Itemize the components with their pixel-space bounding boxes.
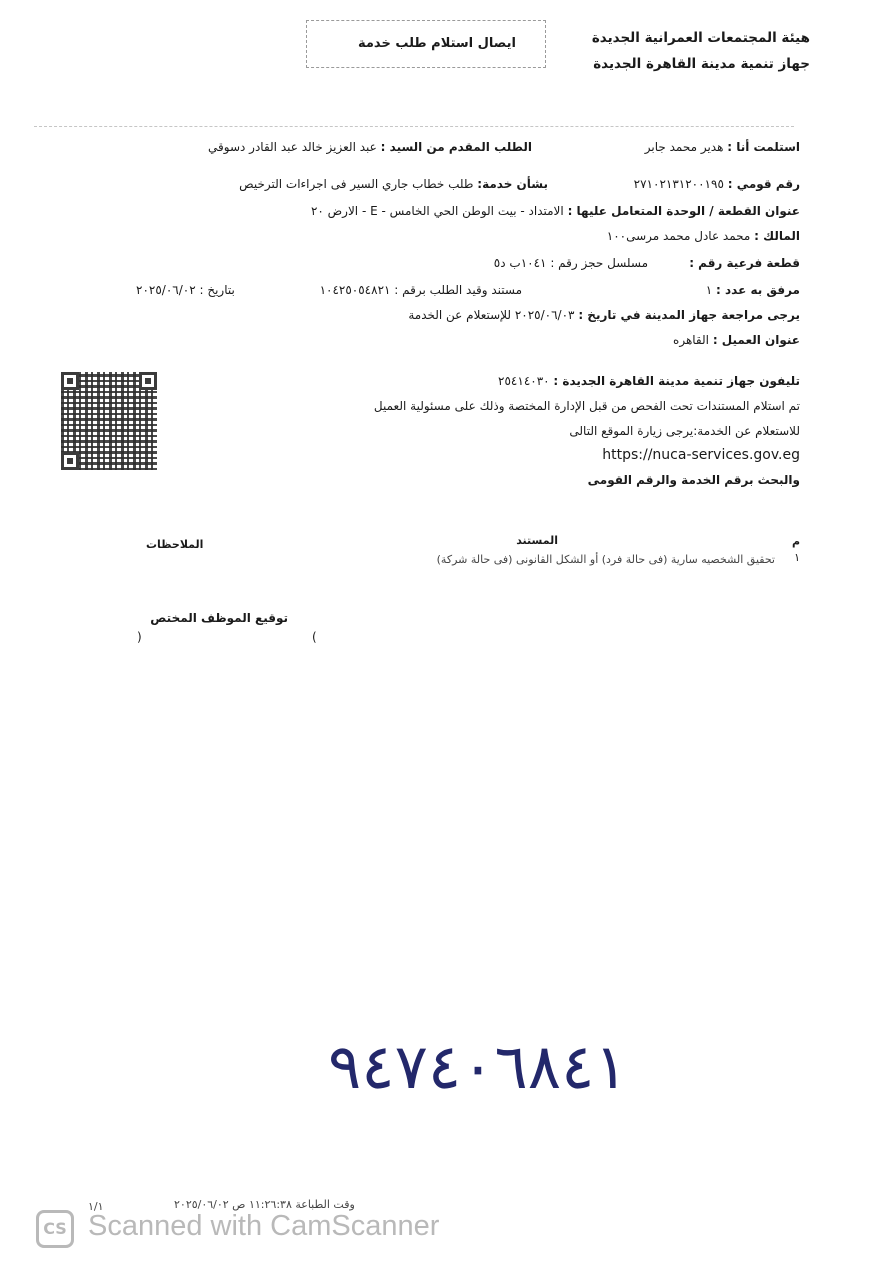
service-value: طلب خطاب جاري السير فى اجراءات الترخيص [239,177,474,191]
unit-address-label: عنوان القطعة / الوحدة المتعامل عليها : [567,204,800,218]
col-notes: الملاحظات [146,538,204,551]
owner [607,229,800,243]
phone [498,374,800,388]
client-address [673,333,800,347]
sub-plot [689,256,800,270]
attachments [706,283,800,297]
national-id [634,177,800,191]
attachments-label: مرفق به عدد : [716,283,800,297]
qr-finder-icon [61,452,79,470]
print-time-value: ١١:٢٦:٣٨ ص ٢٠٢٥/٠٦/٠٢ [174,1198,292,1211]
inquiry-note: للاستعلام عن الخدمة:يرجى زيارة الموقع التالى [569,424,800,438]
print-time-label: وقت الطباعة [295,1198,355,1211]
review-date [408,308,800,322]
review-label: يرجى مراجعة جهاز المدينة في تاريخ : [578,308,800,322]
qr-code [61,372,157,470]
document-value: ١٠٤٢٥٠٥٤٨٢١ [319,283,391,297]
docs-note: تم استلام المستندات تحت الفحص من قبل الإدارة المختصة وذلك على مسئولية العميل [373,399,800,413]
national-id-label: رقم قومي : [727,177,800,191]
qr-finder-icon [139,372,157,390]
received-by [645,140,800,154]
doc-row-document: تحقيق الشخصيه سارية (فى حالة فرد) أو الشكل القانونى (فى حالة شركة) [436,553,775,566]
date-label: بتاريخ : [199,283,235,297]
divider [34,126,794,127]
doc-row-number: ١ [794,551,800,564]
reservation [494,256,648,270]
signature-label: توقيع الموظف المختص [150,611,288,625]
received-by-label: استلمت أنا : [727,140,800,154]
date-value: ٢٠٢٥/٠٦/٠٢ [136,283,196,297]
unit-address [311,204,800,218]
sub-plot-label: قطعة فرعية رقم : [689,256,800,270]
camscanner-watermark: Scanned with CamScanner [88,1210,440,1242]
service [239,177,548,191]
qr-finder-icon [61,372,79,390]
client-address-label: عنوان العميل : [712,333,800,347]
review-value: ٢٠٢٥/٠٦/٠٣ للإستعلام عن الخدمة [408,308,575,322]
unit-address-value: الامتداد - بيت الوطن الحي الخامس - E - الارض ٢٠ [310,204,564,218]
document-ref [320,283,522,297]
website-link[interactable]: https://nuca-services.gov.eg [602,447,800,463]
received-by-value: هدير محمد جابر [644,140,724,154]
service-label: بشأن خدمة: [477,177,548,191]
phone-label: تليفون جهاز تنمية مدينة القاهرة الجديدة : [553,374,800,388]
owner-value: محمد عادل محمد مرسى١٠٠ [606,229,751,243]
date [136,283,235,297]
org-name: هيئة المجتمعات العمرانية الجديدة [591,30,810,46]
reservation-label: مسلسل حجز رقم : [550,256,648,270]
attachments-value: ١ [705,283,713,297]
national-id-value: ٢٧١٠٢١٣١٢٠٠١٩٥ [633,177,724,191]
signature-paren-right: ) [137,630,142,644]
applicant-value: عبد العزيز خالد عبد القادر دسوقي [208,140,377,154]
page-title: ايصال استلام طلب خدمة [358,36,516,51]
owner-label: المالك : [754,229,800,243]
applicant-label: الطلب المقدم من السيد : [380,140,532,154]
search-note: والبحث برقم الخدمة والرقم القومى [587,473,800,487]
handwritten-number: ٩٤٧٤٠٦٨٤١ [328,1030,628,1103]
client-address-value: القاهره [673,333,709,347]
org-branch: جهاز تنمية مدينة القاهرة الجديدة [593,56,810,72]
col-number: م [791,535,800,548]
signature-paren-left: ( [312,630,317,644]
col-document: المستند [516,534,558,547]
camscanner-logo-icon: CS [36,1210,74,1248]
page-number: ١/١ [88,1200,104,1213]
document-label: مستند وقيد الطلب برقم : [394,283,522,297]
phone-value: ٢٥٤١٤٠٣٠ [498,374,550,388]
applicant [208,140,532,154]
reservation-value: ١٠٤١ب د٥ [493,256,547,270]
